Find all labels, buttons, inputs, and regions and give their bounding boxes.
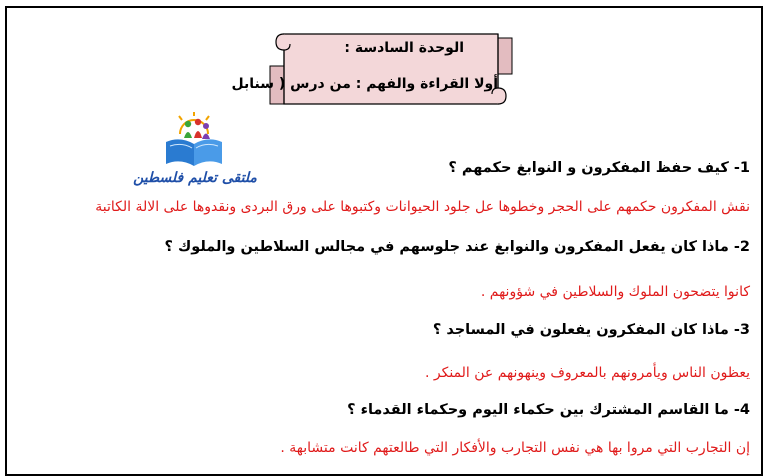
question-3: 3- ماذا كان المفكرون يفعلون في المساجد ؟ [432,322,750,338]
logo-caption: ملتقى تعليم فلسطين [133,170,257,186]
open-book-icon [130,112,260,174]
site-logo [130,112,260,194]
lesson-title: أولا القراءة والفهم : من درس ( سنابل [231,76,498,92]
answer-1: نقش المفكرون حكمهم على الحجر وخطوها عل جلود الحيوانات وكتبوها على ورق البردى ونقدوها على الالة الكاتبة [95,199,750,215]
question-2: 2- ماذا كان يفعل المفكرون والنوابغ عند جلوسهم في مجالس السلاطين والملوك ؟ [164,239,750,255]
question-4: 4- ما القاسم المشترك بين حكماء اليوم وحكماء القدماء ؟ [347,402,750,418]
question-1: 1- كيف حفظ المفكرون و النوابغ حكمهم ؟ [448,160,750,176]
answer-2: كانوا يتضحون الملوك والسلاطين في شؤونهم . [480,284,750,300]
answer-3: يعظون الناس ويأمرونهم بالمعروف وينهونهم عن المنكر . [424,365,750,381]
answer-4: إن التجارب التي مروا بها هي نفس التجارب والأفكار التي طالعتهم كانت متشابهة . [280,440,750,456]
unit-title: الوحدة السادسة : [344,40,464,56]
title-banner [231,30,516,108]
